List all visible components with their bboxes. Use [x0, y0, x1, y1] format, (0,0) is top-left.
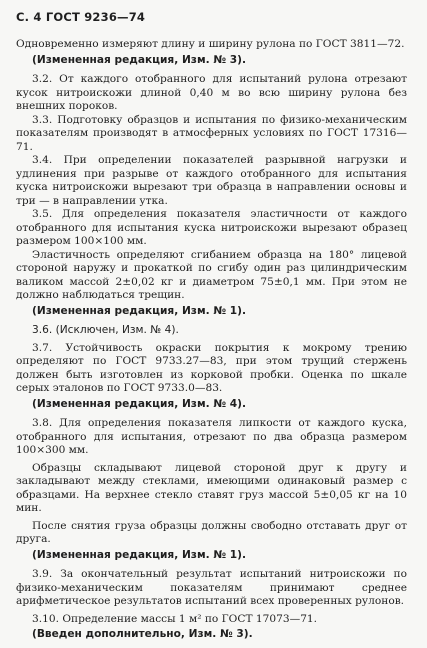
paragraph: 3.3. Подготовку образцов и испытания по физико-механическим показателям производят в атмосферных условиях по ГОСТ 17316—71. [16, 113, 407, 153]
paragraph: 3.2. От каждого отобранного для испытаний рулона отрезают кусок нитроискожи длиной 0,40 м во всю ширину рулона без внешних пороков. [16, 73, 407, 112]
paragraph: 3.10. Определение массы 1 м² по ГОСТ 17073—71. [32, 612, 318, 625]
page-header: С. 4 ГОСТ 9236—74 [16, 10, 146, 24]
document-page [16, 10, 407, 648]
paragraph: Образцы складывают лицевой стороной друг к другу и закладывают между стеклами, имеющими одинаковый размер с образцами. На верхнее стекло ставят груз массой 5±0,05 кг на 10 мин. [16, 461, 407, 514]
paragraph: 3.4. При определении показателей разрывной нагрузки и удлинения при разрыве от каждого отобранного для испытания куска нитроискожи вырезают три образца в направлении основы и три — в направлении утка. [16, 154, 407, 207]
amendment-note: (Измененная редакция, Изм. № 3). [32, 53, 247, 66]
amendment-note: (Измененная редакция, Изм. № 1). [32, 548, 247, 561]
paragraph: 3.5. Для определения показателя эластичности от каждого отобранного для испытания куска нитроискожи вырезают образец размером 100×100 мм. [16, 208, 407, 247]
amendment-note: (Измененная редакция, Изм. № 1). [32, 304, 247, 317]
paragraph: Эластичность определяют сгибанием образца на 180° лицевой стороной наружу и прокаткой по сгибу один раз цилиндрическим валиком массой 2±0,02 кг и диаметром 75±0,1 мм. При этом не должно наблюдаться трещин. [16, 248, 407, 301]
paragraph: Одновременно измеряют длину и ширину рулона по ГОСТ 3811—72. [16, 38, 405, 50]
amendment-note: (Измененная редакция, Изм. № 4). [32, 397, 247, 410]
paragraph: 3.9. За окончательный результат испытаний нитроискожи по физико-механическим показателям принимают среднее арифметическое результатов испытаний всех проверенных рулонов. [16, 568, 407, 607]
paragraph: После снятия груза образцы должны свободно отставать друг от друга. [16, 519, 407, 545]
paragraph: 3.8. Для определения показателя липкости от каждого куска, отобранного для испытания, отрезают по два образца размером 100×300 мм. [16, 417, 407, 456]
amendment-note: (Введен дополнительно, Изм. № 3). [32, 628, 253, 640]
paragraph: 3.7. Устойчивость окраски покрытия к мокрому трению определяют по ГОСТ 9733.27—83, при этом трущий стержень должен быть изготовлен из корковой пробки. Оценка по шкале серых эталонов по ГОСТ 9733.0—83. [16, 341, 407, 394]
paragraph: 3.6. (Исключен, Изм. № 4). [32, 324, 179, 336]
